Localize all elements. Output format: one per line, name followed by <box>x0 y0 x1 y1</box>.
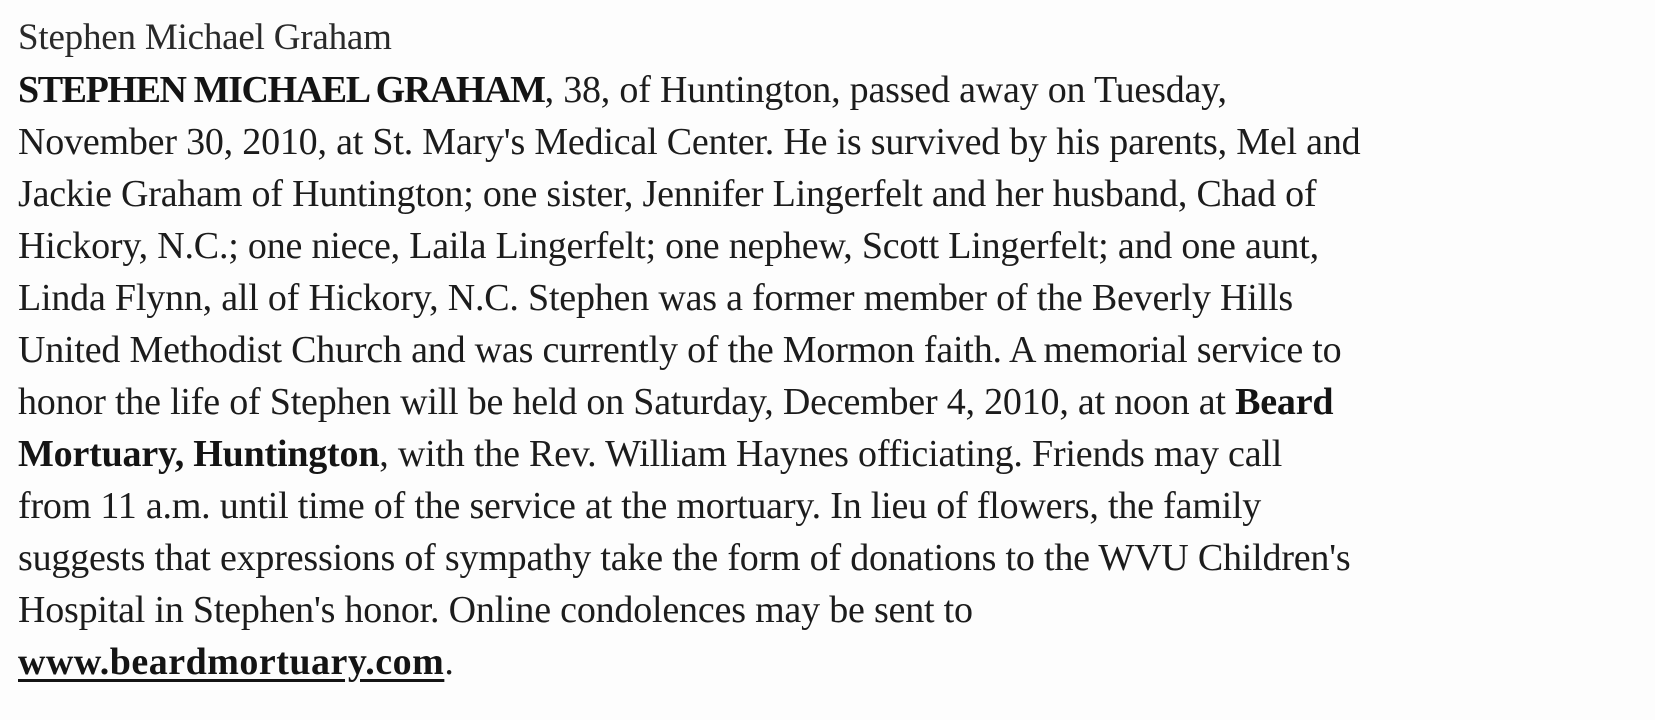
obituary-line-1-text: , 38, of Huntington, passed away on Tuesday, <box>544 69 1227 111</box>
obituary-line-7-text: honor the life of Stephen will be held on Saturday, December 4, 2010, at noon at <box>18 381 1236 423</box>
obituary-line-12-text: . <box>444 641 454 683</box>
obituary-line-2: November 30, 2010, at St. Mary's Medical Center. He is survived by his parents, Mel and <box>18 121 1361 163</box>
obituary-line-7 <box>18 376 1648 428</box>
obituary-line-6: United Methodist Church and was currently of the Mormon faith. A memorial service to <box>18 329 1342 371</box>
obituary-header-name: Stephen Michael Graham <box>18 17 392 58</box>
obituary-line-3: Jackie Graham of Huntington; one sister, Jennifer Lingerfelt and her husband, Chad of <box>18 173 1317 215</box>
obituary-line-4: Hickory, N.C.; one niece, Laila Lingerfelt; one nephew, Scott Lingerfelt; and one aunt, <box>18 225 1319 267</box>
obituary-text-block <box>18 16 1648 688</box>
obituary-line-9: from 11 a.m. until time of the service at the mortuary. In lieu of flowers, the family <box>18 485 1262 527</box>
deceased-name-bold: STEPHEN MICHAEL GRAHAM <box>18 69 545 111</box>
obituary-line-5: Linda Flynn, all of Hickory, N.C. Stephen was a former member of the Beverly Hills <box>18 277 1293 319</box>
obituary-line-8-text: , with the Rev. William Haynes officiating. Friends may call <box>379 433 1283 475</box>
obituary-line-10: suggests that expressions of sympathy take the form of donations to the WVU Children's <box>18 537 1351 579</box>
mortuary-website-link[interactable]: www.beardmortuary.com <box>18 641 445 683</box>
mortuary-name-bold-end: Mortuary, Huntington <box>18 433 380 475</box>
obituary-line-12 <box>18 636 1648 688</box>
obituary-line-1 <box>18 64 1648 116</box>
obituary-line-8 <box>18 428 1648 480</box>
obituary-line-11: Hospital in Stephen's honor. Online condolences may be sent to <box>18 589 973 631</box>
mortuary-name-bold-start: Beard <box>1235 381 1334 423</box>
